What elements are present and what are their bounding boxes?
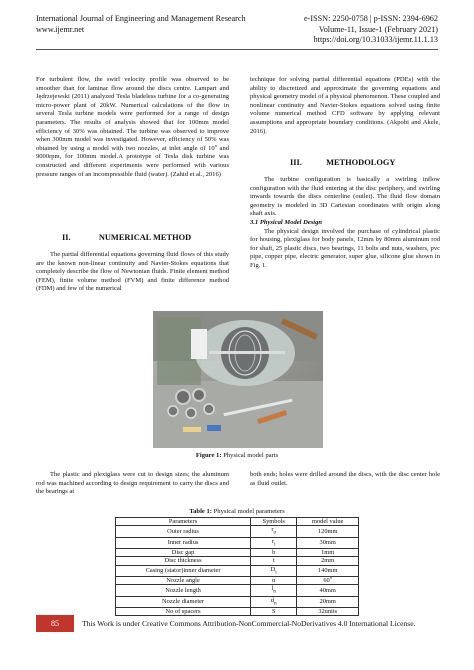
symbol-cell	[251, 537, 297, 548]
header-divider	[36, 49, 438, 50]
symbol-cell: t	[251, 557, 297, 565]
left-column-bottom	[36, 471, 229, 497]
text-line: silicone glue shown in Fig. 1.	[250, 253, 441, 269]
text-line: method (FEM), finite volume method (FVM) and finite	[36, 268, 229, 284]
symbol: d	[270, 596, 274, 604]
symbol-sub: n	[273, 588, 276, 595]
text-line: conditions. (Akpobi and Akele, 2016).	[250, 118, 441, 135]
symbol: l	[271, 585, 274, 593]
param-cell: Disc gap	[116, 549, 251, 557]
text-line: the governing equations and physical geometry model of	[250, 84, 440, 101]
param-cell: Nozzle angle	[116, 577, 251, 585]
caption-text: Physical model parts	[221, 452, 279, 459]
text-line: The turbine configuration is basically a swirling	[264, 176, 417, 183]
text-line: The plastic and plexiglass were cut to design	[50, 471, 173, 478]
washer	[168, 406, 178, 416]
table-row	[116, 577, 359, 585]
website-link[interactable]: www.ijemr.net	[36, 25, 85, 34]
section-title: METHODOLOGY	[326, 158, 396, 167]
washer	[186, 408, 196, 418]
param-cell: Outer radius	[116, 526, 251, 537]
text-line: both ends; holes were drilled around the discs, with the	[250, 471, 397, 478]
text-line: applying relevant assumptions and appropriate boundary	[250, 110, 440, 126]
value-cell: 120mm	[297, 526, 359, 537]
text-line: micro-power plant of 20kW. Numerical calculations of	[36, 101, 193, 109]
glue-pack	[207, 425, 221, 431]
paragraph	[36, 251, 229, 294]
param-cell: No of spacers	[116, 608, 251, 616]
text-line: the flow in several Tesla turbine models were performed	[36, 101, 229, 118]
value: 60	[323, 577, 330, 585]
right-column-top	[250, 76, 440, 136]
shaft	[209, 351, 285, 354]
subsection-heading: 3.1 Physical Model Design	[250, 218, 323, 226]
figure-caption	[0, 452, 474, 459]
text-line: continuity and Navier-Stokes equations that completely	[36, 259, 229, 276]
section-number: III.	[290, 158, 302, 167]
text-line: different experiments were performed with various	[83, 161, 229, 169]
degree-sup: o	[329, 574, 332, 580]
table-row	[116, 565, 359, 576]
doi-link[interactable]: https://doi.org/10.31033/ijemr.11.1.13	[313, 35, 438, 44]
text-line: the discs centre. Lampart and Jędrzejewski (2011)	[36, 84, 229, 101]
page-number: 85	[36, 615, 74, 632]
inline-text: and 9000rpm, for 100mm model.A	[36, 144, 229, 161]
text-line: The partial differential equations governing	[50, 251, 165, 258]
symbol-cell	[251, 585, 297, 596]
table-title	[0, 508, 474, 515]
text-line: shaft axis.	[250, 210, 277, 218]
symbol-cell	[251, 565, 297, 576]
symbol-cell: b	[251, 549, 297, 557]
value-cell: 32units	[297, 608, 359, 616]
paragraph	[250, 76, 440, 136]
section-3-heading	[290, 158, 395, 167]
bracket	[191, 329, 207, 359]
text-line: observed to be smoother than for laminar flow around	[36, 76, 229, 92]
text-line: technique for solving partial differential equations	[250, 76, 391, 83]
text-line: modeled in 3D Cartesian coordinates with origin along	[285, 201, 440, 209]
param-cell: Nozzle diameter	[116, 596, 251, 607]
degree-sup: o	[214, 142, 217, 148]
text-line: periphery, and swirling inwards towards the discs	[250, 184, 441, 201]
param-cell: Disc thickness	[116, 557, 251, 565]
text-line: continuity and Navier-Stokes equations solved using	[277, 101, 424, 109]
text-line: difference method (FDM) and few of the numerical	[36, 276, 229, 293]
symbol-cell	[251, 526, 297, 537]
text-line: for a range of design parameters. The results of analysis	[36, 110, 230, 126]
super-glue	[183, 427, 201, 432]
bearing	[193, 389, 205, 401]
table-row	[116, 585, 359, 596]
paragraph	[36, 471, 229, 497]
table-row	[116, 526, 359, 537]
washer	[204, 404, 214, 414]
column-header: model value	[297, 518, 359, 526]
symbol: r	[271, 526, 274, 534]
text-line: For turbulent flow, the swirl velocity profile was	[36, 76, 182, 83]
text-line: disc center hole as fluid outlet.	[250, 471, 441, 487]
text-line: prototype of Tesla disk turbine was constructed and	[36, 153, 229, 169]
text-line: (Zahid et al., 2016)	[170, 170, 221, 178]
paragraph	[250, 228, 440, 271]
symbol-cell: S	[251, 608, 297, 616]
left-column-mid	[36, 251, 229, 294]
left-column-top	[36, 76, 229, 179]
symbol-sub: n	[274, 600, 277, 607]
text-line: analyzed Tesla bladeless turbine for a co-generating	[91, 93, 229, 101]
table-row	[116, 596, 359, 607]
value-cell: 140mm	[297, 565, 359, 576]
column-header: Parameters	[116, 518, 251, 526]
symbol-cell	[251, 596, 297, 607]
paragraph	[250, 471, 440, 488]
symbol-sub: o	[273, 529, 277, 536]
issn-volume	[304, 14, 438, 46]
page-footer	[36, 615, 438, 632]
text-line: showed that for 100mm model efficiency of 30% was	[36, 118, 229, 135]
section-title: NUMERICAL METHOD	[98, 233, 192, 242]
right-column-mid	[250, 176, 440, 271]
text-line: obtained. The turbine was observed to improve when	[36, 127, 229, 144]
text-line: cylindrical plastic for housing, plexiglass for body	[250, 227, 440, 244]
param-cell: Casing (stator)inner diameter	[116, 565, 251, 576]
caption-label: Figure 1:	[195, 452, 222, 459]
value-cell: 40mm	[297, 585, 359, 596]
symbol-sub: i	[274, 540, 276, 547]
text-line: panels, 12mm by 80mm aluminum rod for shaft, 25	[250, 236, 440, 252]
text-line: pressure ranges of an incompressible fluid (water).	[36, 170, 169, 178]
text-line: sizes; the aluminum rod was machined according to	[36, 471, 230, 487]
section-2-heading	[62, 233, 191, 242]
text-line: describe the flow of Newtonian fluids. Finite element	[66, 268, 208, 276]
text-line: fluid flows of this study are the known non-linear	[36, 251, 230, 267]
section-number: II.	[62, 233, 71, 242]
text-line: The physical design involved the purchase of	[264, 227, 390, 235]
symbol: r	[271, 537, 275, 545]
photo-drawing	[153, 311, 323, 448]
text-line: 50% was obtained by using a model with two nozzles, at	[36, 136, 230, 152]
value-cell: 2mm	[297, 557, 359, 565]
license-text: This Work is under Creative Commons Attribution-NonCommercial-NoDerivatives 4.0 International License.	[82, 619, 416, 628]
paragraph	[36, 76, 229, 179]
param-cell: Nozzle length	[116, 585, 251, 596]
volume: Volume-11, Issue-1 (February 2021)	[318, 24, 438, 34]
table-row	[116, 537, 359, 548]
issn: e-ISSN: 2250-0758 | p-ISSN: 2394-6962	[303, 14, 438, 23]
table-row	[116, 557, 359, 565]
param-cell: Inner radius	[116, 537, 251, 548]
text-line: centerline (outlet). The fluid flow domain geometry is	[250, 193, 440, 209]
text-line: finite volume numerical method CFD software by	[250, 101, 440, 118]
table-label: Table 1:	[189, 508, 212, 515]
table-row	[116, 549, 359, 557]
table-header-row	[116, 518, 359, 526]
bearing	[176, 390, 190, 404]
text-line: inflow configuration with the fluid entering at the disc	[250, 176, 440, 192]
text-line: a physical phenomenon. These coupled and nonlinear	[250, 93, 440, 109]
value-cell	[297, 574, 359, 585]
value-cell: 20mm	[297, 596, 359, 607]
parameters-table	[115, 517, 359, 616]
value-cell: 30mm	[297, 537, 359, 548]
text-line: design requirement to carry the discs and the bearings at	[36, 479, 230, 496]
symbol-cell: α	[251, 577, 297, 585]
table-title-text: Physical model parameters	[211, 508, 285, 515]
value-cell: 1mm	[297, 549, 359, 557]
paragraph	[250, 176, 440, 219]
right-column-bottom	[250, 471, 440, 488]
text-line: 300mm model was investigated. However, efficiency of	[52, 136, 203, 144]
text-line: (PDEs) with the ability to discretized and approximate	[250, 76, 441, 92]
text-line: plastic discs, two bearings, 11 bolts and nuts, washers,	[284, 244, 429, 252]
text-line: pvc pipe, copper pipe, electric generator, super glue,	[250, 244, 440, 261]
physical-model-photo	[153, 311, 323, 448]
journal-name: International Journal of Engineering and Management Research	[36, 14, 246, 23]
column-header: Symbols	[251, 518, 297, 526]
symbol-sub: i	[275, 568, 277, 575]
inline-text: inlet angle of 10	[169, 144, 215, 152]
symbol: D	[270, 565, 276, 573]
